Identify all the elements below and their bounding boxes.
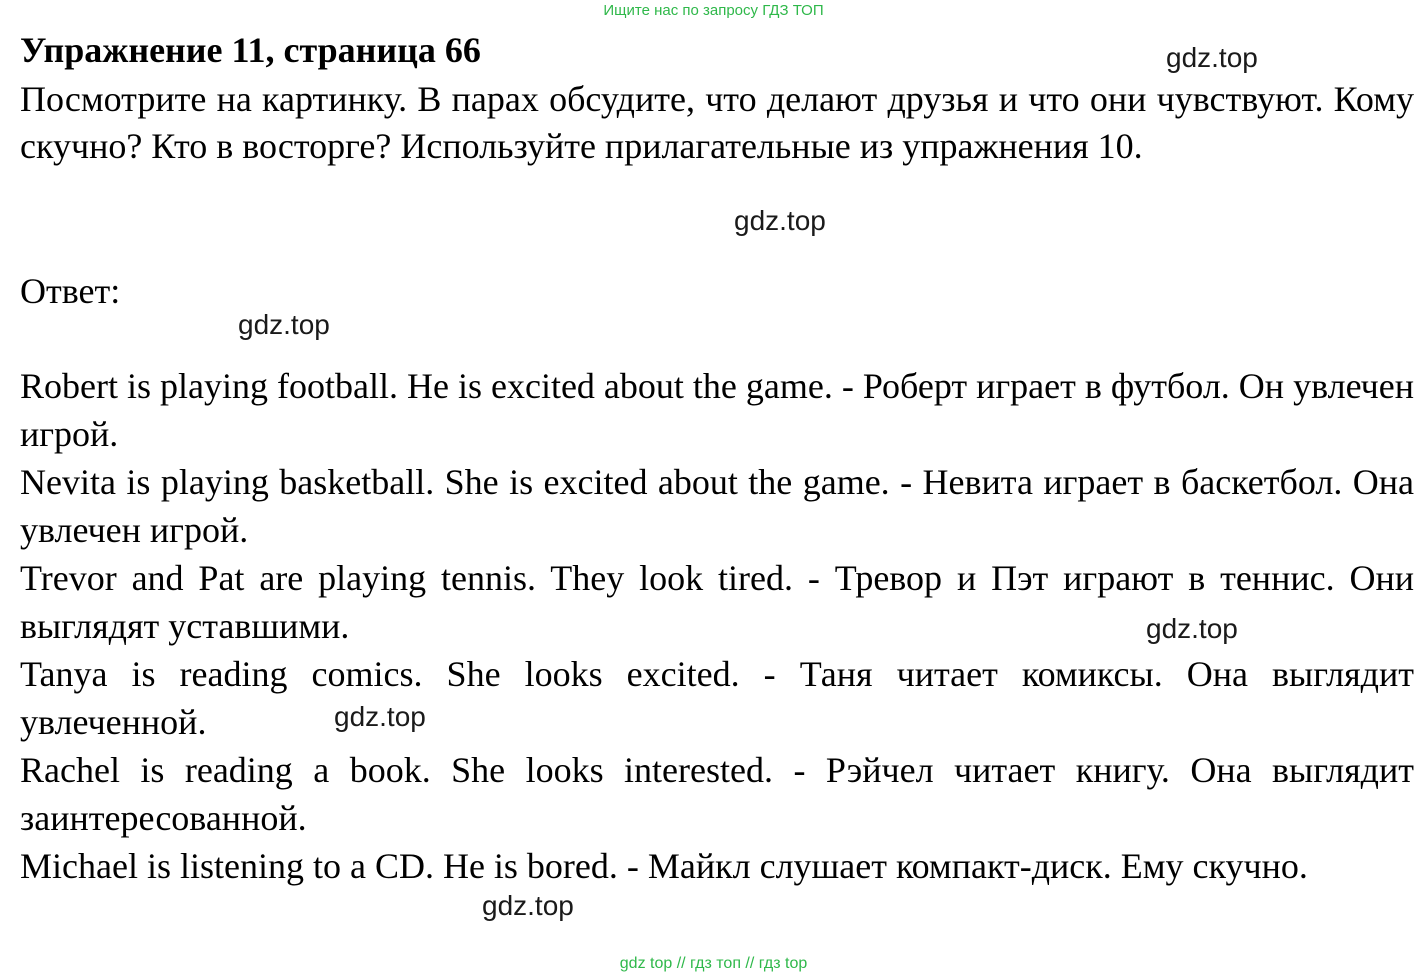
- answer-item: Nevita is playing basketball. She is excited about the game. - Невита играет в баскетбол. Она увлечен игрой.: [20, 462, 1414, 550]
- top-banner-text: Ищите нас по запросу ГДЗ ТОП: [603, 2, 824, 19]
- footer-links[interactable]: gdz top // гдз топ // гдз top: [619, 955, 808, 972]
- answer-item: Rachel is reading a book. She looks interested. - Рэйчел читает книгу. Она выглядит заинтересованной.: [20, 750, 1414, 838]
- answer-item: Michael is listening to a CD. He is bored. - Майкл слушает компакт-диск. Ему скучно.: [20, 846, 1308, 886]
- task-text: Посмотрите на картинку. В парах обсудите, что делают друзья и что они чувствуют. Кому скучно? Кто в восторге? Используйте прилагательные из упражнения 10.: [20, 79, 1414, 166]
- watermark: gdz.top: [1166, 42, 1258, 73]
- watermark: gdz.top: [734, 205, 826, 236]
- exercise-title: Упражнение 11, страница 66: [20, 30, 481, 70]
- watermark: gdz.top: [334, 701, 426, 732]
- watermark: gdz.top: [1146, 613, 1238, 644]
- watermark: gdz.top: [238, 309, 330, 340]
- answer-item: Robert is playing football. He is excited about the game. - Роберт играет в футбол. Он увлечен игрой.: [20, 366, 1414, 454]
- answer-label: Ответ:: [20, 271, 121, 311]
- answer-item: Trevor and Pat are playing tennis. They look tired. - Тревор и Пэт играют в теннис. Они выглядят уставшими.: [20, 558, 1414, 646]
- watermark: gdz.top: [482, 890, 574, 921]
- answer-item: Tanya is reading comics. She looks excited. - Таня читает комиксы. Она выглядит увлеченной.: [20, 654, 1414, 742]
